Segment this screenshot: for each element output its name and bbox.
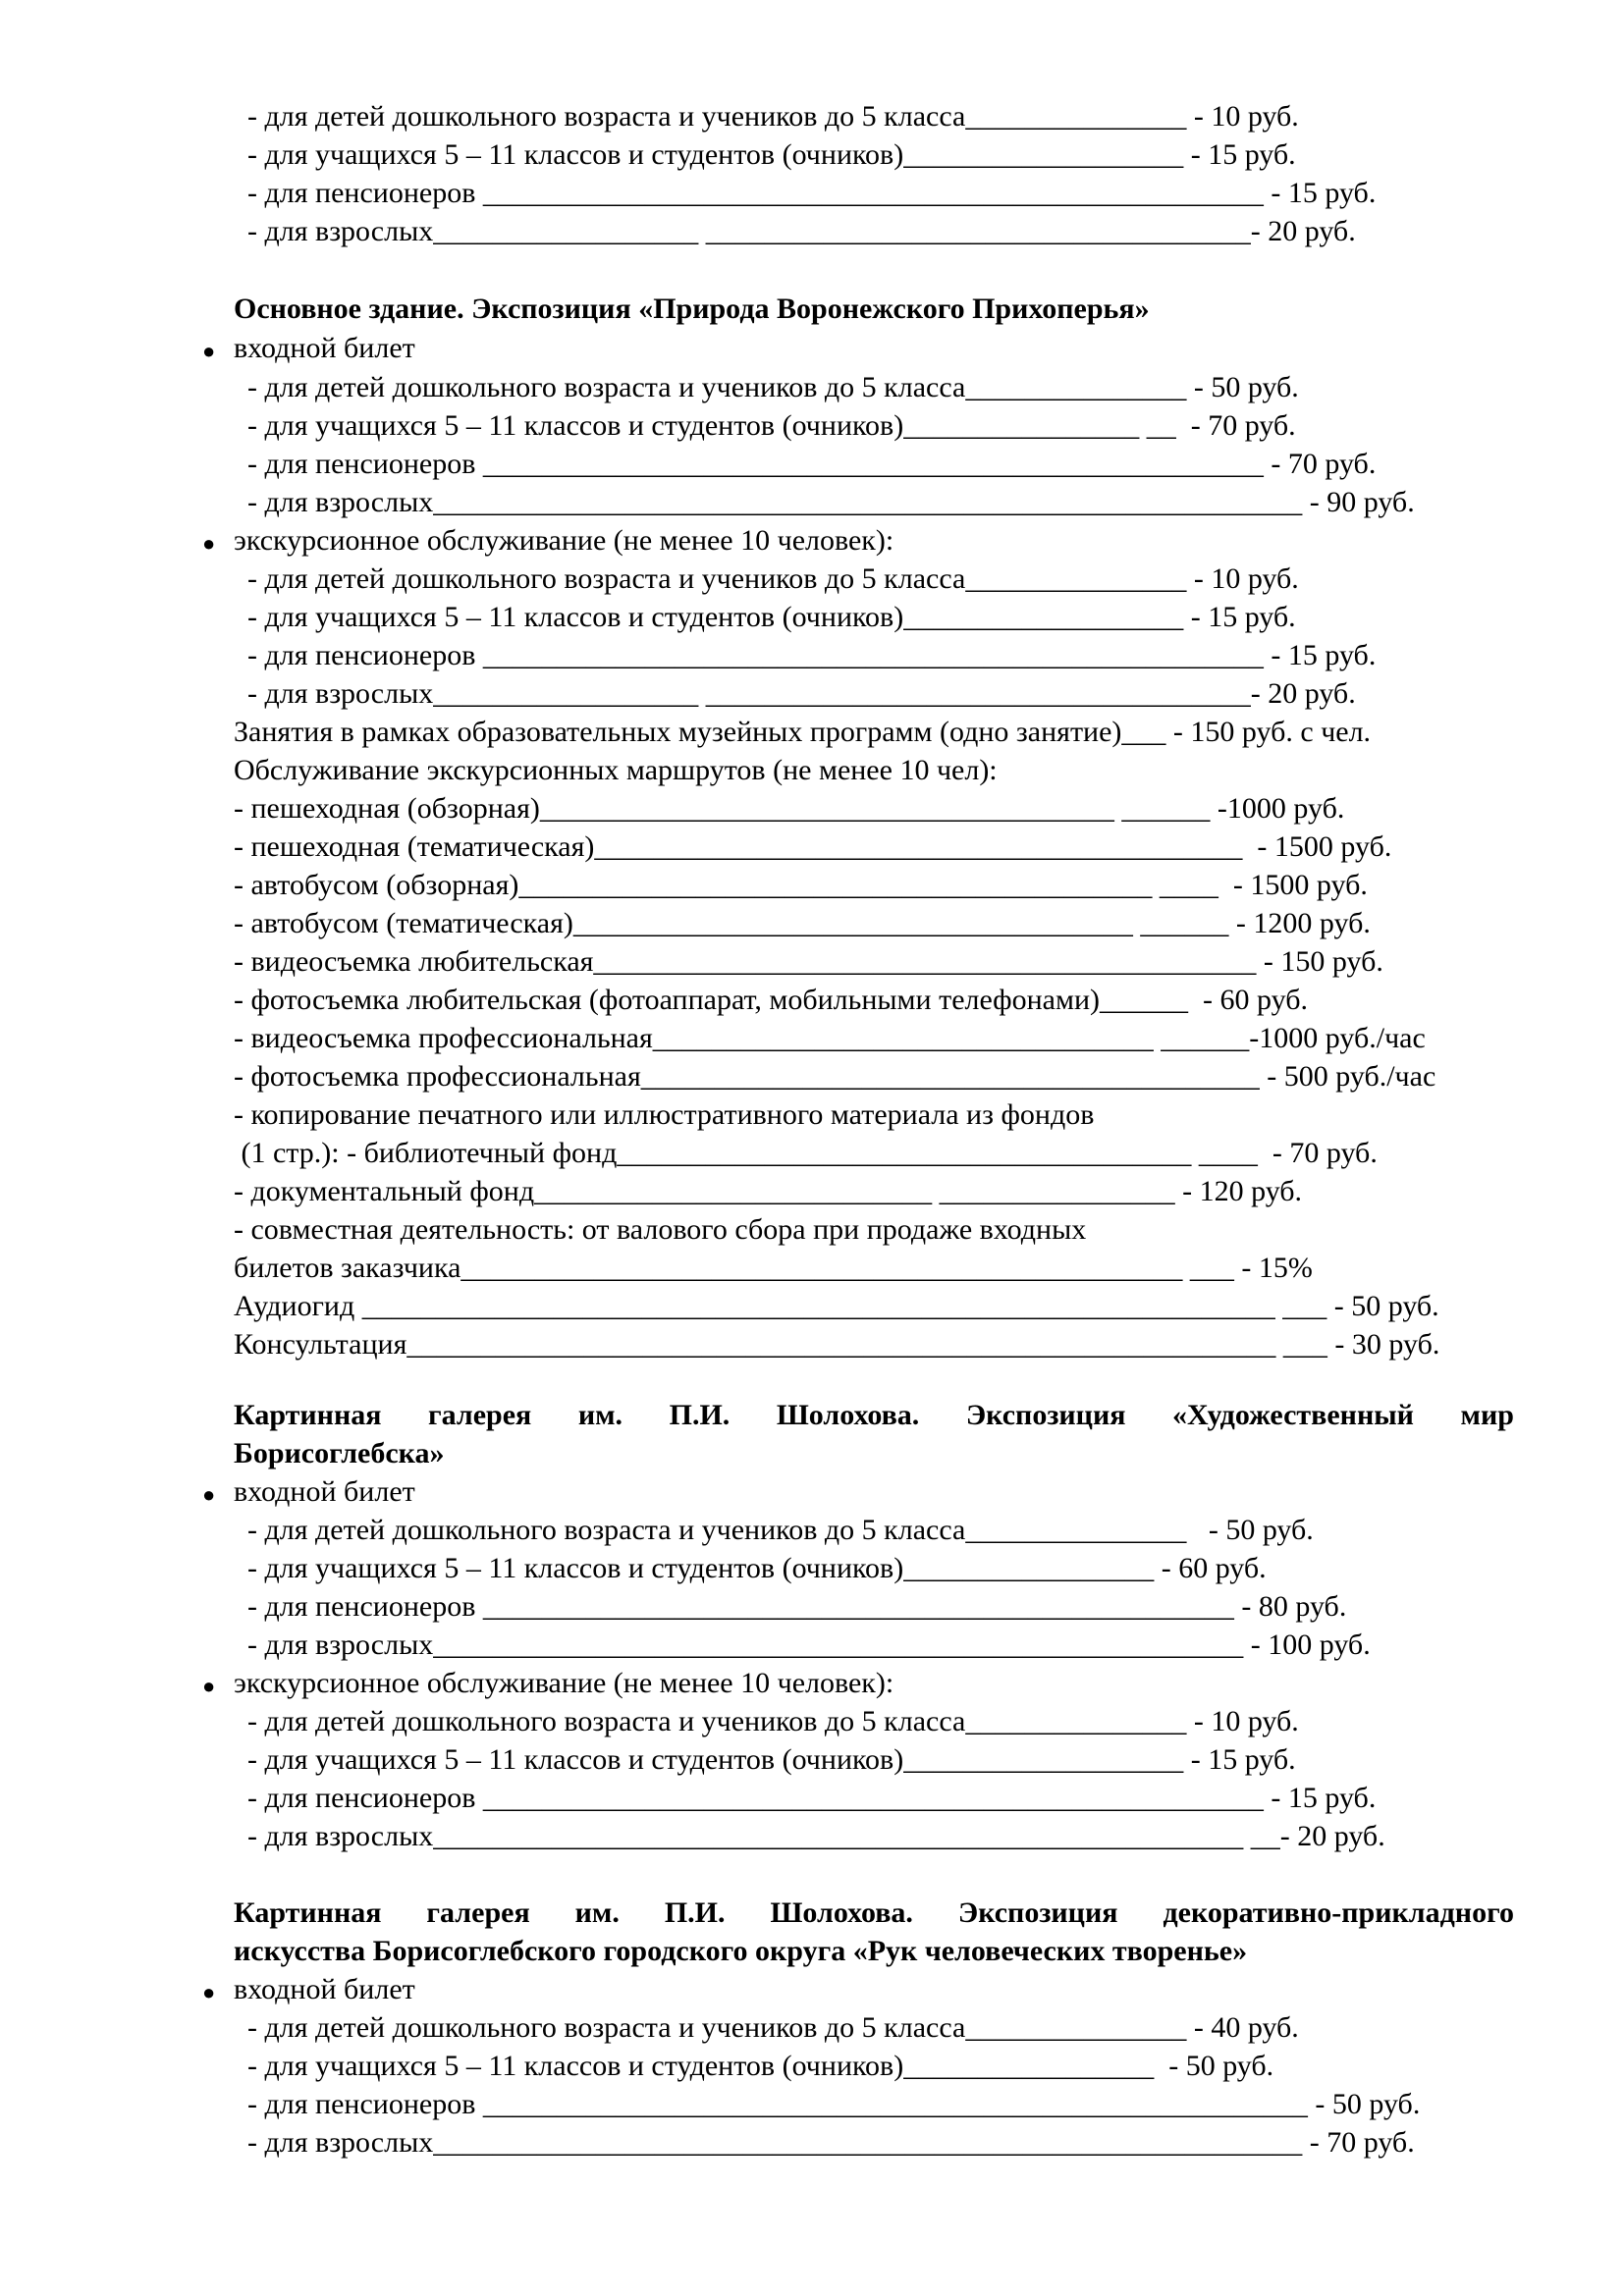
- bullet-icon: ●: [202, 1674, 216, 1698]
- list-label: экскурсионное обслуживание (не менее 10 человек):: [234, 524, 894, 557]
- price-line: Занятия в рамках образовательных музейных программ (одно занятие)___ - 150 руб. с чел.: [234, 716, 1372, 748]
- list-label: экскурсионное обслуживание (не менее 10 человек):: [234, 1667, 894, 1699]
- price-line: - для учащихся 5 – 11 классов и студентов (очников)_________________ - 50 руб.: [247, 2050, 1274, 2082]
- service-line: Аудиогид ______________________________________________________________ ___ - 50 руб.: [234, 1290, 1439, 1322]
- title-word: Картинная: [234, 1399, 382, 1431]
- section-title-continued: искусства Борисоглебского городского округа «Рук человеческих творенье»: [234, 1935, 1248, 1967]
- title-word: Шолохова.: [776, 1399, 920, 1431]
- price-line: - для детей дошкольного возраста и учеников до 5 класса_______________ - 50 руб.: [247, 371, 1299, 403]
- bullet-icon: ●: [202, 1482, 216, 1507]
- section-title: [234, 1401, 1514, 1430]
- price-line: - для взрослых__________________ _____________________________________- 20 руб.: [247, 215, 1356, 247]
- price-line: - для детей дошкольного возраста и учеников до 5 класса_______________ - 50 руб.: [247, 1514, 1314, 1546]
- bullet-icon: ●: [202, 1980, 216, 2004]
- title-word: мир: [1460, 1399, 1514, 1431]
- section-title: Основное здание. Экспозиция «Природа Воронежского Прихоперья»: [234, 293, 1150, 325]
- title-word: Экспозиция: [965, 1399, 1126, 1431]
- price-line: - для учащихся 5 – 11 классов и студентов (очников)_________________ - 60 руб.: [247, 1552, 1267, 1584]
- price-line: - для взрослых_______________________________________________________ __- 20 руб.: [247, 1820, 1385, 1852]
- list-label: входной билет: [234, 332, 415, 364]
- list-label: входной билет: [234, 1475, 415, 1508]
- price-line: - для пенсионеров _____________________________________________________ - 15 руб.: [247, 1782, 1377, 1814]
- service-line: - автобусом (тематическая)______________________________________ ______ - 1200 руб.: [234, 907, 1371, 939]
- price-line: - для детей дошкольного возраста и учеников до 5 класса_______________ - 40 руб.: [247, 2011, 1299, 2044]
- service-line: - копирование печатного или иллюстративного материала из фондов: [234, 1098, 1095, 1131]
- title-word: Шолохова.: [770, 1896, 913, 1929]
- service-line: - документальный фонд___________________________ ________________ - 120 руб.: [234, 1175, 1303, 1207]
- title-word: Картинная: [234, 1896, 382, 1929]
- price-line: - для детей дошкольного возраста и учеников до 5 класса_______________ - 10 руб.: [247, 1705, 1299, 1737]
- list-label: Обслуживание экскурсионных маршрутов (не менее 10 чел):: [234, 754, 998, 786]
- service-line: - видеосъемка любительская_____________________________________________ - 150 руб.: [234, 945, 1383, 978]
- price-line: - для учащихся 5 – 11 классов и студентов (очников)___________________ - 15 руб.: [247, 138, 1296, 171]
- title-word: П.И.: [669, 1399, 731, 1431]
- price-line: - для взрослых___________________________________________________________ - 90 руб.: [247, 486, 1415, 518]
- title-word: галерея: [426, 1896, 530, 1929]
- price-line: - для пенсионеров _____________________________________________________ - 15 руб.: [247, 177, 1377, 209]
- bullet-icon: ●: [202, 531, 216, 556]
- service-line: (1 стр.): - библиотечный фонд_______________________________________ ____ - 70 руб.: [234, 1137, 1378, 1169]
- price-line: - для взрослых_______________________________________________________ - 100 руб.: [247, 1629, 1371, 1661]
- price-line: - для пенсионеров ___________________________________________________ - 80 руб.: [247, 1590, 1347, 1623]
- list-label: входной билет: [234, 1973, 415, 2005]
- section-title-continued: Борисоглебска»: [234, 1437, 445, 1469]
- title-word: галерея: [428, 1399, 532, 1431]
- service-line: билетов заказчика_________________________________________________ ___ - 15%: [234, 1252, 1313, 1284]
- service-line: - пешеходная (тематическая)____________________________________________ - 1500 руб.: [234, 830, 1392, 863]
- title-word: им.: [577, 1399, 623, 1431]
- service-line: - пешеходная (обзорная)_______________________________________ ______ -1000 руб.: [234, 792, 1345, 825]
- price-line: - для учащихся 5 – 11 классов и студентов (очников)___________________ - 15 руб.: [247, 1743, 1296, 1776]
- service-line: - видеосъемка профессиональная__________________________________ ______-1000 руб./час: [234, 1022, 1426, 1054]
- price-line: - для пенсионеров _____________________________________________________ - 70 руб.: [247, 448, 1377, 480]
- title-word: Экспозиция: [957, 1896, 1118, 1929]
- title-word: им.: [574, 1896, 620, 1929]
- price-line: - для пенсионеров ________________________________________________________ - 50 руб.: [247, 2088, 1421, 2120]
- price-line: - для взрослых___________________________________________________________ - 70 руб.: [247, 2126, 1415, 2159]
- price-line: - для учащихся 5 – 11 классов и студентов (очников)___________________ - 15 руб.: [247, 601, 1296, 633]
- price-line: - для учащихся 5 – 11 классов и студентов (очников)________________ __ - 70 руб.: [247, 409, 1296, 442]
- price-line: - для детей дошкольного возраста и учеников до 5 класса_______________ - 10 руб.: [247, 562, 1299, 595]
- bullet-icon: ●: [202, 339, 216, 363]
- service-line: - совместная деятельность: от валового сбора при продаже входных: [234, 1213, 1087, 1246]
- service-line: Консультация___________________________________________________________ ___ - 30 руб.: [234, 1328, 1440, 1361]
- title-word: П.И.: [664, 1896, 726, 1929]
- title-word: декоративно-прикладного: [1163, 1896, 1514, 1929]
- service-line: - фотосъемка профессиональная__________________________________________ - 500 руб./час: [234, 1060, 1436, 1093]
- section-title: [234, 1898, 1514, 1928]
- price-line: - для пенсионеров _____________________________________________________ - 15 руб.: [247, 639, 1377, 671]
- service-line: - фотосъемка любительская (фотоаппарат, мобильными телефонами)______ - 60 руб.: [234, 984, 1308, 1016]
- service-line: - автобусом (обзорная)___________________________________________ ____ - 1500 руб.: [234, 869, 1368, 901]
- title-word: «Художественный: [1172, 1399, 1414, 1431]
- price-line: - для взрослых__________________ _____________________________________- 20 руб.: [247, 677, 1356, 710]
- price-line: - для детей дошкольного возраста и учеников до 5 класса_______________ - 10 руб.: [247, 100, 1299, 133]
